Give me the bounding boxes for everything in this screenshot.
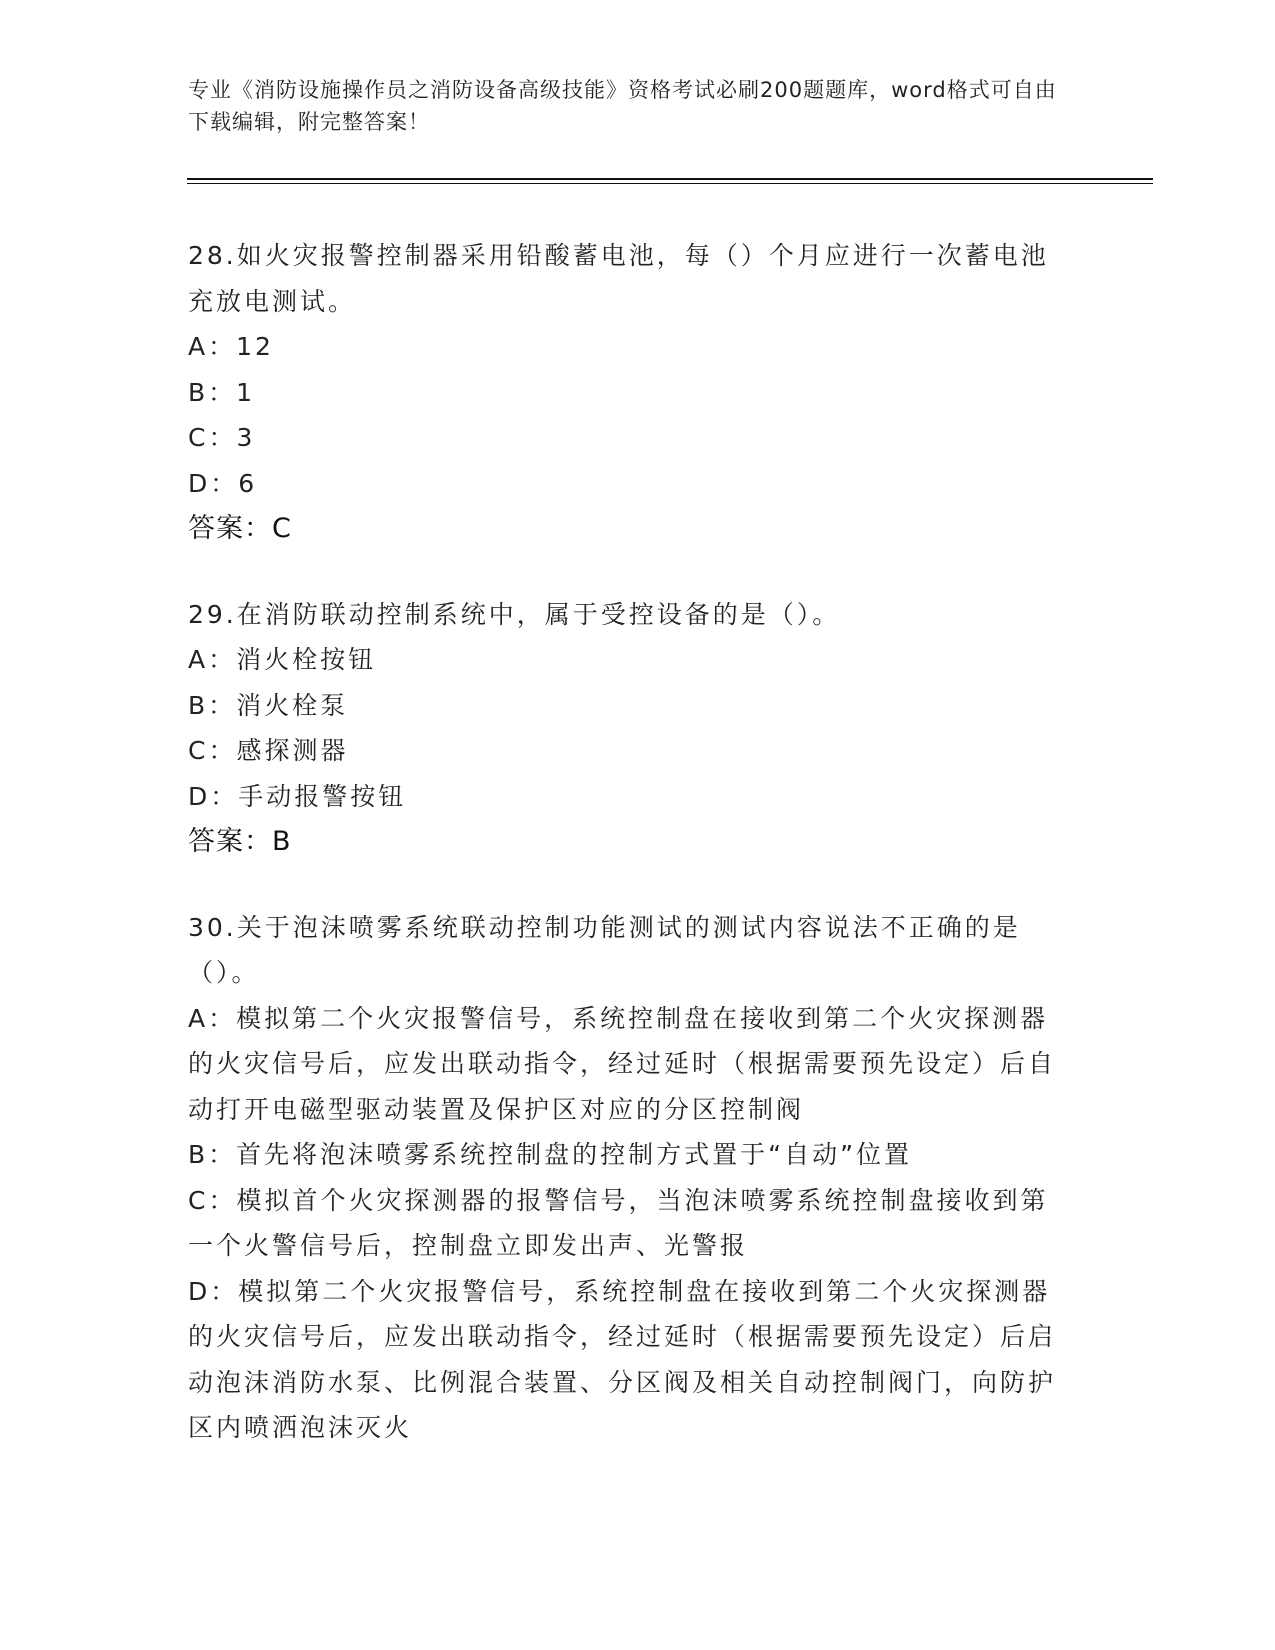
option-d: D：手动报警按钮 <box>188 781 407 811</box>
option-d: D：模拟第二个火灾报警信号，系统控制盘在接收到第二个火灾探测器的火灾信号后，应发出联动指令，经过延时（根据需要预先设定）后启动泡沫消防水泵、比例混合装置、分区阀及相关自动控制阀门，向防护区内喷洒泡沫灭火 <box>188 1276 1057 1442</box>
option-c: C：模拟首个火灾探测器的报警信号，当泡沫喷雾系统控制盘接收到第一个火警信号后，控制盘立即发出声、光警报 <box>188 1185 1049 1260</box>
question-28 <box>188 233 1070 552</box>
option-a: A：模拟第二个火灾报警信号，系统控制盘在接收到第二个火灾探测器的火灾信号后，应发出联动指令，经过延时（根据需要预先设定）后自动打开电磁型驱动装置及保护区对应的分区控制阀 <box>188 1003 1057 1124</box>
question-30 <box>188 905 1070 1451</box>
header-divider-thin <box>187 183 1153 184</box>
option-a: A：消火栓按钮 <box>188 645 377 674</box>
answer-label: 答案：B <box>188 826 292 857</box>
option-a: A：12 <box>188 332 274 361</box>
option-c: C：感探测器 <box>188 736 349 765</box>
option-d: D：6 <box>188 468 258 498</box>
question-text: 29.在消防联动控制系统中，属于受控设备的是（）。 <box>188 599 841 629</box>
option-b: B：消火栓泵 <box>188 690 349 720</box>
answer-label: 答案：C <box>188 513 292 544</box>
question-29 <box>188 592 1070 865</box>
option-c: C：3 <box>188 423 256 452</box>
option-b: B：首先将泡沫喷雾系统控制盘的控制方式置于“自动”位置 <box>188 1140 913 1169</box>
question-list <box>188 233 1070 1491</box>
option-b: B：1 <box>188 377 256 407</box>
document-header: 专业《消防设施操作员之消防设备高级技能》资格考试必刷200题题库，word格式可自由下载编辑，附完整答案！ <box>188 78 1057 134</box>
question-text: 30.关于泡沫喷雾系统联动控制功能测试的测试内容说法不正确的是（）。 <box>188 912 1021 987</box>
question-text: 28.如火灾报警控制器采用铅酸蓄电池，每（）个月应进行一次蓄电池充放电测试。 <box>188 241 1049 316</box>
header-divider <box>187 178 1153 180</box>
